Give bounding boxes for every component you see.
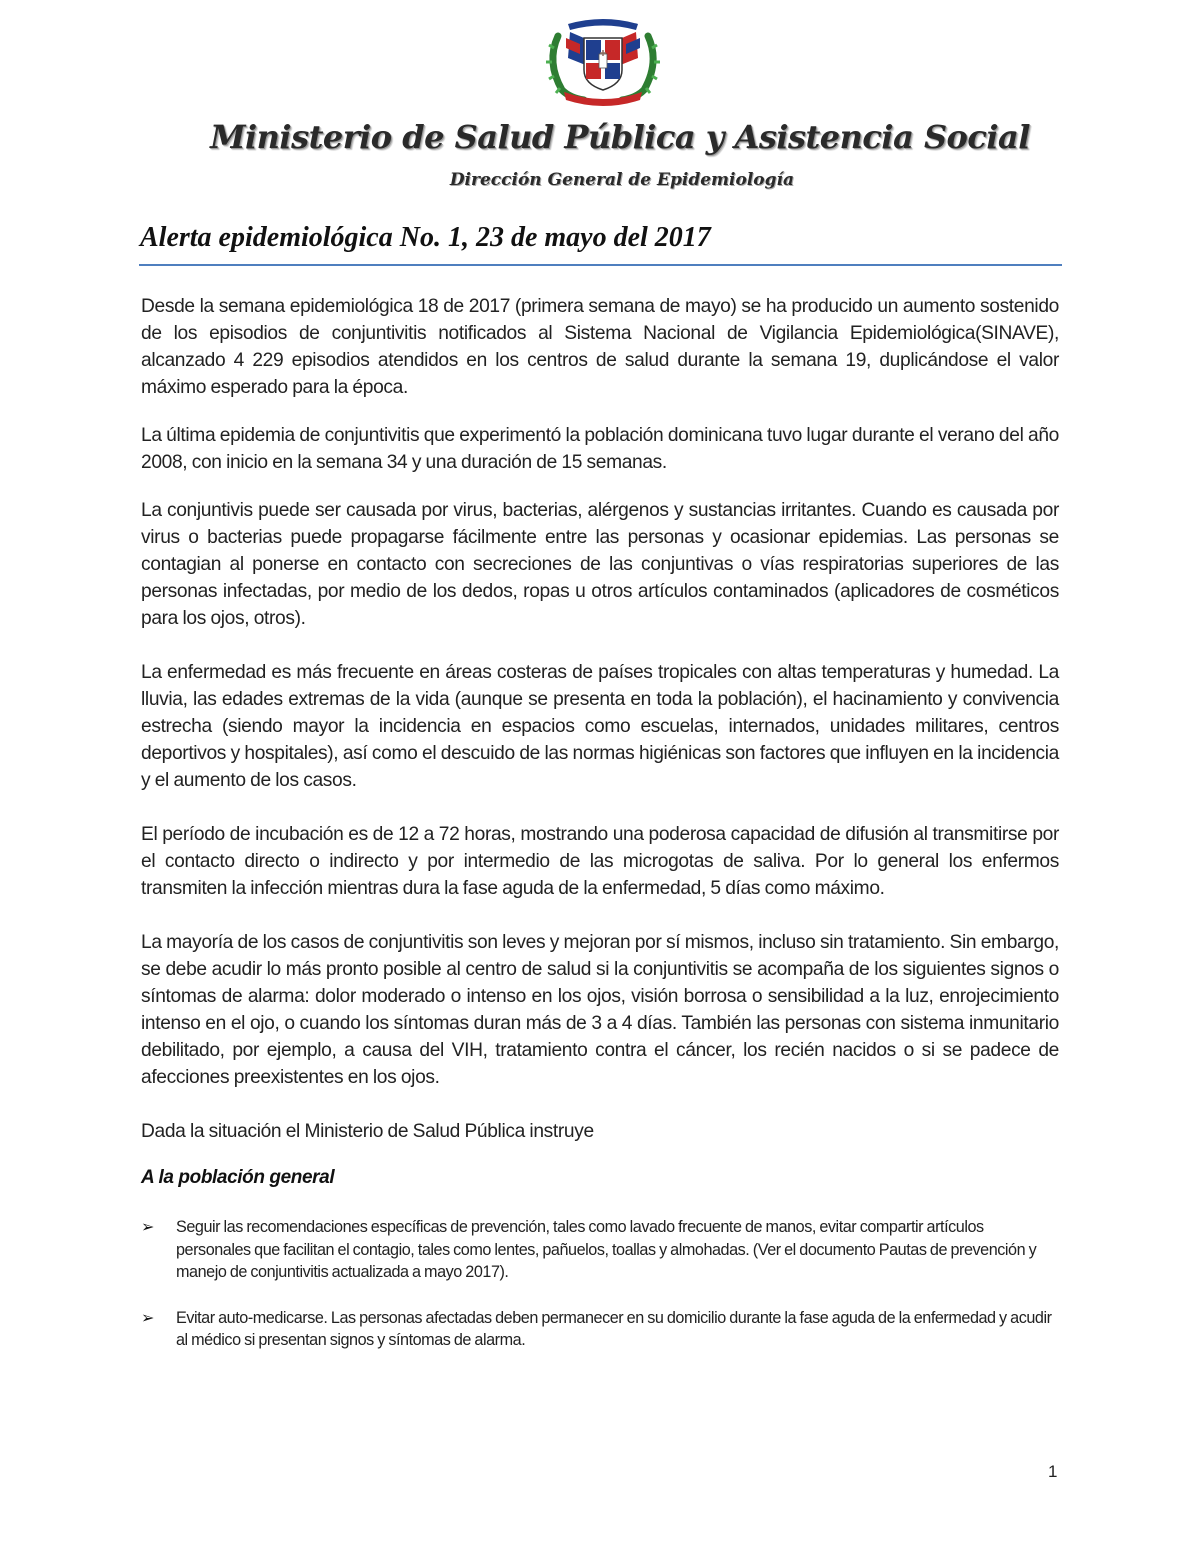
section-heading: A la población general [141,1167,335,1188]
coat-of-arms-icon [540,14,666,106]
paragraph-3: La conjuntivis puede ser causada por virus, bacterias, alérgenos y sustancias irritantes. Cuando es causada por virus o bacterias puede propagarse fácilmente entre las personas y ocasionar epidemias. Las personas se contagian al ponerse en contacto con secreciones de las conjuntivas o vías respiratorias superiores de las personas infectadas, por medio de los dedos, ropas u otros artículos contaminados (aplicadores de cosméticos para los ojos, otros). [141,500,1059,629]
direction-name-wrapper [0,170,1056,190]
arrowhead-bullet-icon: ➢ [141,1219,154,1236]
title-underline-rule [139,264,1062,266]
paragraph-4: La enfermedad es más frecuente en áreas costeras de países tropicales con altas temperaturas y humedad. La lluvia, las edades extremas de la vida (aunque se presenta en toda la población), el hacinamiento y convivencia estrecha (siendo mayor la incidencia en espacios como escuelas, internados, unidades militares, centros deportivos y hospitales), así como el descuido de las normas higiénicas son factores que influyen en la incidencia y el aumento de los casos. [141,662,1059,791]
paragraph-7: Dada la situación el Ministerio de Salud Pública instruye [141,1121,594,1142]
bullet-text: Evitar auto-medicarse. Las personas afectadas deben permanecer en su domicilio durante la fase aguda de la enfermedad y acudir al médico si presentan signos y síntomas de alarma. [176,1308,1052,1349]
bullet-item [141,1216,1061,1284]
alert-title: Alerta epidemiológica No. 1, 23 de mayo del 2017 [140,222,711,253]
paragraph-6: La mayoría de los casos de conjuntivitis son leves y mejoran por sí mismos, incluso sin tratamiento. Sin embargo, se debe acudir lo más pronto posible al centro de salud si la conjuntivitis se acompaña de los siguientes signos o síntomas de alarma: dolor moderado o intenso en los ojos, visión borrosa o sensibilidad a la luz, enrojecimiento intenso en el ojo, o cuando los síntomas duran más de 3 a 4 días. También las personas con sistema inmunitario debilitado, por ejemplo, a causa del VIH, tratamiento contra el cáncer, los recién nacidos o si se padece de afecciones preexistentes en los ojos. [141,932,1059,1088]
paragraph-2: La última epidemia de conjuntivitis que experimentó la población dominicana tuvo lugar durante el verano del año 2008, con inicio en la semana 34 y una duración de 15 semanas. [141,425,1059,473]
arrowhead-bullet-icon: ➢ [141,1309,154,1327]
bullet-list [141,1216,1061,1375]
bullet-item [141,1307,1061,1352]
bullet-text: Seguir las recomendaciones específicas de prevención, tales como lavado frecuente de manos, evitar compartir artículos personales que facilitan el contagio, tales como lentes, pañuelos, toallas y almohadas. (Ver el documento Pautas de prevención y manejo de conjuntivitis actualizada a mayo 2017). [176,1218,1037,1281]
ministry-name: Ministerio de Salud Pública y Asistencia Social [210,118,1030,156]
page-number: 1 [1048,1462,1058,1481]
direction-name: Dirección General de Epidemiología [449,170,794,190]
paragraph-5: El período de incubación es de 12 a 72 horas, mostrando una poderosa capacidad de difusión al transmitirse por el contacto directo o indirecto y por intermedio de las microgotas de saliva. Por lo general los enfermos transmiten la infección mientras dura la fase aguda de la enfermedad, 5 días como máximo. [141,824,1059,899]
paragraph-1: Desde la semana epidemiológica 18 de 2017 (primera semana de mayo) se ha producido un aumento sostenido de los episodios de conjuntivitis notificados al Sistema Nacional de Vigilancia Epidemiológica(SINAVE), alcanzado 4 229 episodios atendidos en los centros de salud durante la semana 19, duplicándose el valor máximo esperado para la época. [141,296,1059,398]
